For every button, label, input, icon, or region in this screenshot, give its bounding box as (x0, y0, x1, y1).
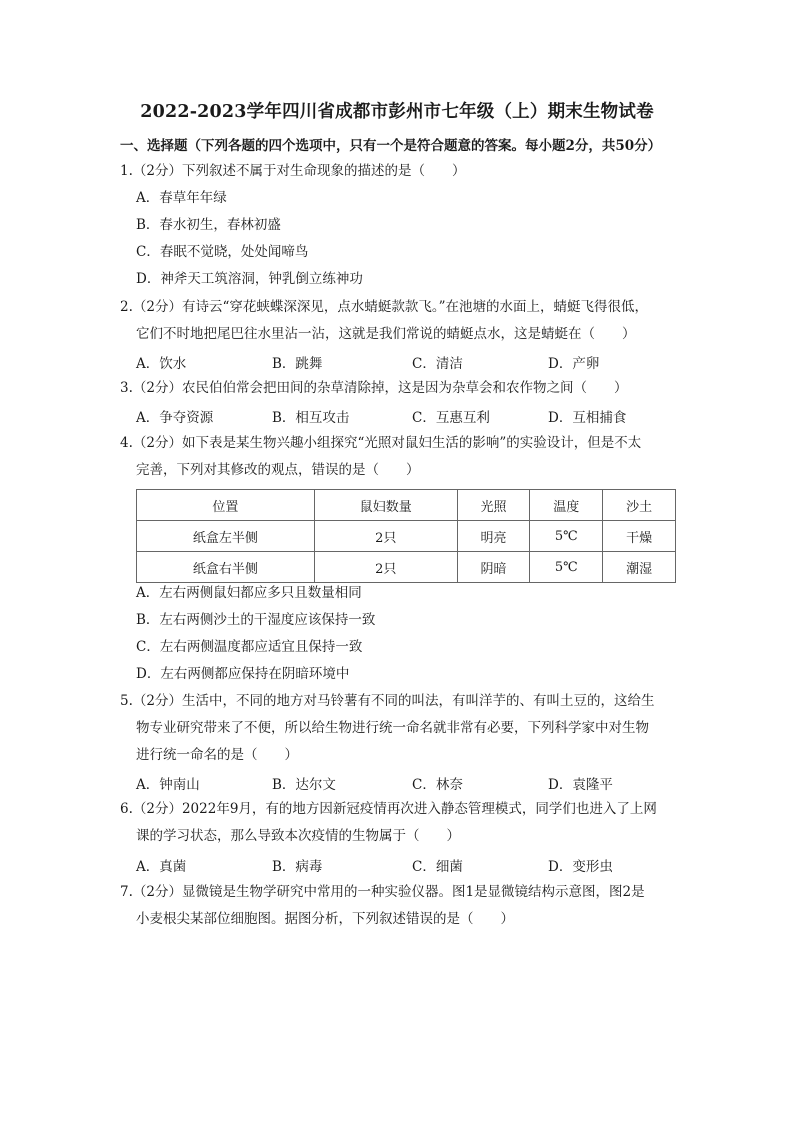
table-row (137, 552, 676, 583)
question-6-options (136, 855, 696, 873)
table-cell: 潮湿 (603, 552, 676, 583)
question-1-option-b[interactable]: B．春水初生，春林初盛 (136, 217, 281, 233)
question-5-stem-cont-2: 进行统一命名的是（ ） (136, 747, 298, 763)
question-3-option-b[interactable]: B．相互攻击 (272, 410, 350, 426)
question-1-option-d[interactable]: D．神斧天工筑溶洞，钟乳倒立练神功 (136, 271, 363, 287)
question-6-stem: 6.（2分）2022年9月，有的地方因新冠疫情再次进入静态管理模式，同学们也进入了上网 (120, 801, 657, 817)
question-2-option-c[interactable]: C．清洁 (412, 356, 463, 372)
question-1-option-a[interactable]: A．春草年年绿 (136, 190, 227, 206)
table-cell: 干燥 (603, 521, 676, 552)
experiment-table (136, 489, 676, 583)
table-header-cell: 沙土 (603, 490, 676, 521)
question-5-options (136, 773, 696, 791)
question-5-stem-cont: 物专业研究带来了不便，所以给生物进行统一命名就非常有必要，下列科学家中对生物 (136, 720, 649, 736)
question-3-options (136, 406, 696, 424)
question-5-option-c[interactable]: C．林奈 (412, 777, 463, 793)
table-row (137, 521, 676, 552)
table-header-cell: 光照 (457, 490, 530, 521)
question-6-option-d[interactable]: D．变形虫 (548, 859, 613, 875)
question-3-option-c[interactable]: C．互惠互利 (412, 410, 490, 426)
question-4-option-a[interactable]: A．左右两侧鼠妇都应多只且数量相同 (136, 585, 362, 601)
question-5-option-b[interactable]: B．达尔文 (272, 777, 336, 793)
section-heading: 一、选择题（下列各题的四个选项中，只有一个是符合题意的答案。每小题2分，共50分） (120, 138, 662, 154)
question-2-option-a[interactable]: A．饮水 (136, 356, 187, 372)
table-header-cell: 鼠妇数量 (314, 490, 457, 521)
question-4-stem-cont: 完善，下列对其修改的观点，错误的是（ ） (136, 462, 420, 478)
table-cell: 明亮 (457, 521, 530, 552)
question-6-option-b[interactable]: B．病毒 (272, 859, 323, 875)
table-cell: 纸盒左半侧 (137, 521, 315, 552)
question-2-options (136, 352, 696, 370)
table-header-row (137, 490, 676, 521)
question-7-stem: 7.（2分）显微镜是生物学研究中常用的一种实验仪器。图1是显微镜结构示意图，图2是 (120, 884, 645, 900)
question-6-option-c[interactable]: C．细菌 (412, 859, 463, 875)
table-cell: 纸盒右半侧 (137, 552, 315, 583)
question-6-stem-cont: 课的学习状态，那么导致本次疫情的生物属于（ ） (136, 828, 460, 844)
question-6-option-a[interactable]: A．真菌 (136, 859, 187, 875)
table-cell: 2只 (314, 521, 457, 552)
table-cell: 5℃ (530, 552, 603, 583)
question-4-option-c[interactable]: C．左右两侧温度都应适宜且保持一致 (136, 639, 363, 655)
table-header-cell: 温度 (530, 490, 603, 521)
question-5-option-a[interactable]: A．钟南山 (136, 777, 200, 793)
table-cell: 2只 (314, 552, 457, 583)
table-header-cell: 位置 (137, 490, 315, 521)
question-3-stem: 3.（2分）农民伯伯常会把田间的杂草清除掉，这是因为杂草会和农作物之间（ ） (120, 380, 628, 396)
question-2-stem: 2.（2分）有诗云“穿花蛱蝶深深见，点水蜻蜓款款飞。”在池塘的水面上，蜻蜓飞得很低， (120, 299, 649, 315)
question-2-option-d[interactable]: D．产卵 (548, 356, 600, 372)
page-title: 2022-2023学年四川省成都市彭州市七年级（上）期末生物试卷 (140, 102, 654, 122)
question-2-option-b[interactable]: B．跳舞 (272, 356, 323, 372)
question-4-option-b[interactable]: B．左右两侧沙土的干湿度应该保持一致 (136, 612, 376, 628)
question-1-stem: 1.（2分）下列叙述不属于对生命现象的描述的是（ ） (120, 163, 466, 179)
question-5-option-d[interactable]: D．袁隆平 (548, 777, 613, 793)
question-3-option-d[interactable]: D．互相捕食 (548, 410, 627, 426)
question-7-stem-cont: 小麦根尖某部位细胞图。据图分析，下列叙述错误的是（ ） (136, 911, 514, 927)
question-4-stem: 4.（2分）如下表是某生物兴趣小组探究“光照对鼠妇生活的影响”的实验设计，但是不太 (120, 435, 642, 451)
question-3-option-a[interactable]: A．争夺资源 (136, 410, 214, 426)
question-2-stem-cont: 它们不时地把尾巴往水里沾一沾，这就是我们常说的蜻蜓点水，这是蜻蜓在（ ） (136, 326, 636, 342)
question-4-option-d[interactable]: D．左右两侧都应保持在阴暗环境中 (136, 666, 350, 682)
table-cell: 5℃ (530, 521, 603, 552)
question-5-stem: 5.（2分）生活中，不同的地方对马铃薯有不同的叫法，有叫洋芋的、有叫土豆的，这给生 (120, 693, 655, 709)
question-1-option-c[interactable]: C．春眠不觉晓，处处闻啼鸟 (136, 244, 309, 260)
table-cell: 阴暗 (457, 552, 530, 583)
